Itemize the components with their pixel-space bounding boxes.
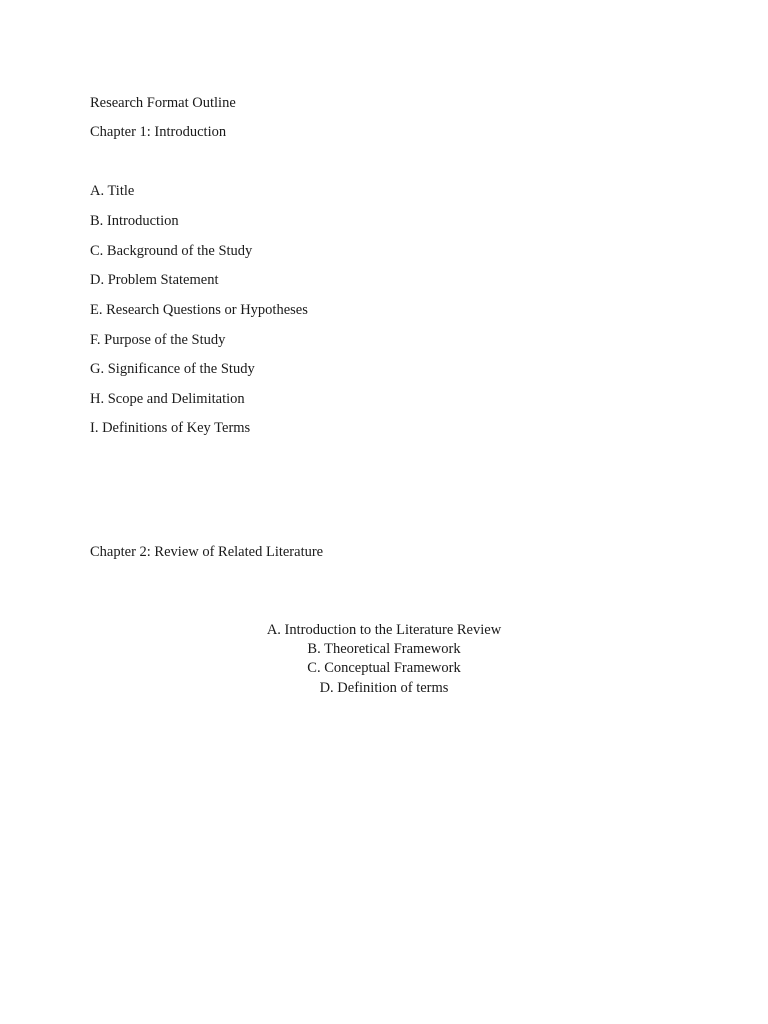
chapter-1-item-e: E. Research Questions or Hypotheses xyxy=(90,302,308,318)
document-title: Research Format Outline xyxy=(90,95,236,111)
chapter-1-item-c: C. Background of the Study xyxy=(90,243,253,259)
chapter-1-item-g: G. Significance of the Study xyxy=(90,361,255,377)
chapter-2-heading: Chapter 2: Review of Related Literature xyxy=(90,544,324,560)
chapter-2-item-a: A. Introduction to the Literature Review xyxy=(266,622,502,638)
chapter-1-item-a: A. Title xyxy=(90,183,135,199)
chapter-1-item-i: I. Definitions of Key Terms xyxy=(90,420,251,436)
chapter-1-item-f: F. Purpose of the Study xyxy=(90,332,226,348)
chapter-2-item-b: B. Theoretical Framework xyxy=(307,641,461,657)
chapter-1-item-b: B. Introduction xyxy=(90,213,179,229)
chapter-1-item-d: D. Problem Statement xyxy=(90,272,219,288)
chapter-1-heading: Chapter 1: Introduction xyxy=(90,124,227,140)
chapter-1-item-h: H. Scope and Delimitation xyxy=(90,391,245,407)
chapter-2-item-d: D. Definition of terms xyxy=(319,680,449,696)
chapter-2-item-c: C. Conceptual Framework xyxy=(307,660,461,676)
